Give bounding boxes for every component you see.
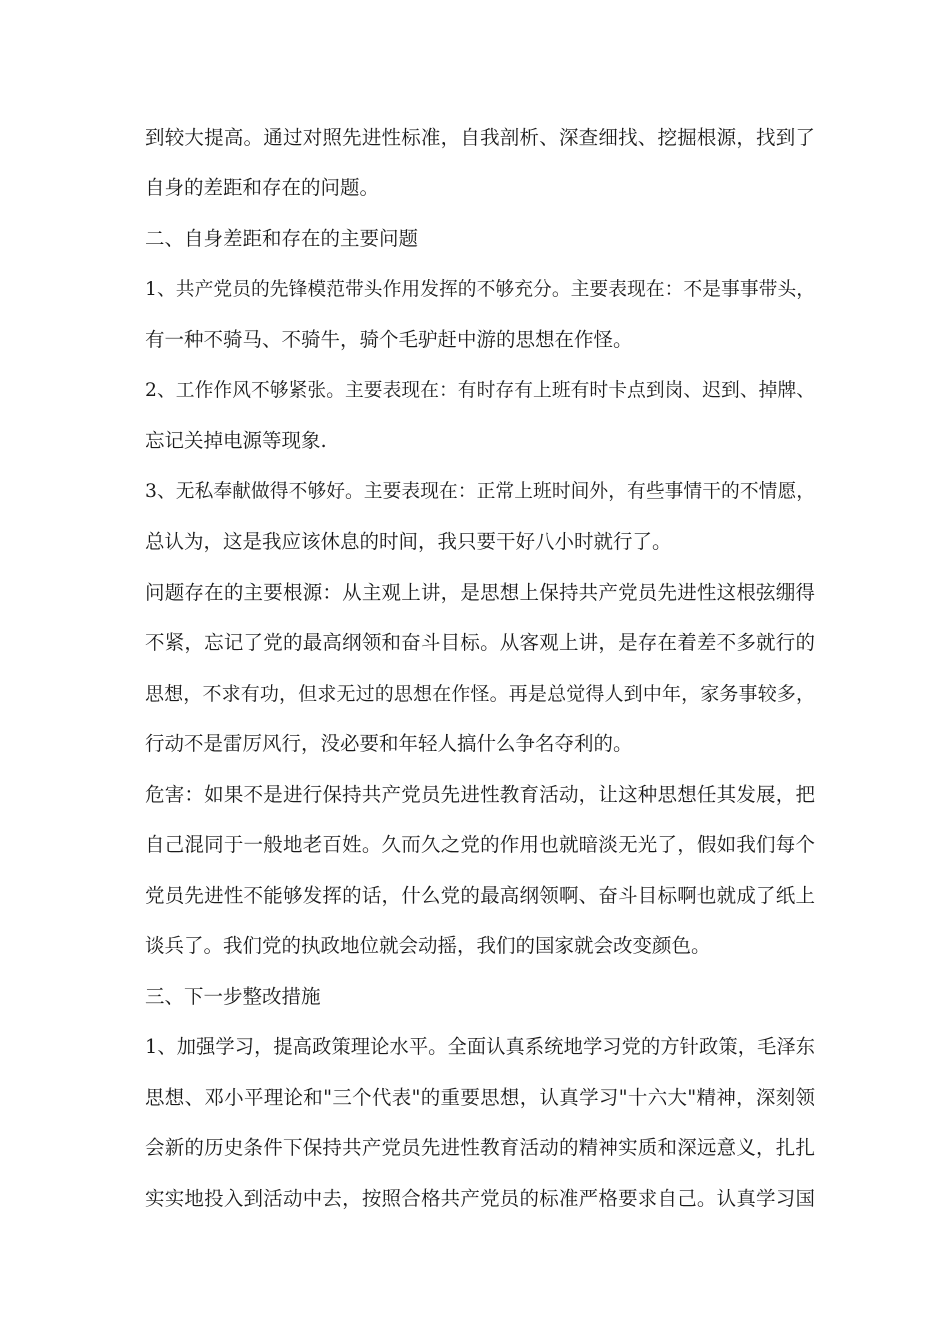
- body-text-line: 忘记关掉电源等现象.: [145, 429, 327, 452]
- body-text-line: 总认为，这是我应该休息的时间，我只要干好八小时就行了。: [145, 530, 672, 553]
- body-text-line: 不紧，忘记了党的最高纲领和奋斗目标。从客观上讲，是存在着差不多就行的: [145, 631, 815, 654]
- body-text-line: 党员先进性不能够发挥的话，什么党的最高纲领啊、奋斗目标啊也就成了纸上: [145, 884, 815, 907]
- body-text-line: 问题存在的主要根源：从主观上讲，是思想上保持共产党员先进性这根弦绷得: [145, 581, 815, 604]
- body-text-line: 1、加强学习，提高政策理论水平。全面认真系统地学习党的方针政策，毛泽东: [145, 1035, 815, 1058]
- body-text-line: 自己混同于一般地老百姓。久而久之党的作用也就暗淡无光了，假如我们每个: [145, 833, 815, 856]
- body-text-line: 思想、邓小平理论和"三个代表"的重要思想，认真学习"十六大"精神，深刻领: [145, 1086, 815, 1109]
- body-text-line: 实实地投入到活动中去，按照合格共产党员的标准严格要求自己。认真学习国: [145, 1187, 815, 1210]
- section-heading: 三、下一步整改措施: [145, 985, 321, 1008]
- body-text-line: 危害：如果不是进行保持共产党员先进性教育活动，让这种思想任其发展，把: [145, 783, 815, 806]
- body-text-line: 思想，不求有功，但求无过的思想在作怪。再是总觉得人到中年，家务事较多，: [145, 683, 815, 705]
- body-text-line: 行动不是雷厉风行，没必要和年轻人搞什么争名夺利的。: [145, 732, 633, 755]
- section-heading: 二、自身差距和存在的主要问题: [145, 227, 419, 250]
- body-text-line: 到较大提高。通过对照先进性标准，自我剖析、深查细找、挖掘根源，找到了: [145, 126, 815, 149]
- body-text-line: 3、无私奉献做得不够好。主要表现在：正常上班时间外，有些事情干的不情愿，: [145, 481, 815, 502]
- body-text-line: 2、工作作风不够紧张。主要表现在：有时存有上班有时卡点到岗、迟到、掉牌、: [145, 380, 815, 401]
- body-text-line: 1、共产党员的先锋模范带头作用发挥的不够充分。主要表现在：不是事事带头，: [145, 279, 815, 300]
- body-text-line: 自身的差距和存在的问题。: [145, 176, 380, 199]
- body-text-line: 会新的历史条件下保持共产党员先进性教育活动的精神实质和深远意义，扎扎: [145, 1136, 815, 1159]
- body-text-line: 有一种不骑马、不骑牛，骑个毛驴赶中游的思想在作怪。: [145, 328, 633, 351]
- body-text-line: 谈兵了。我们党的执政地位就会动摇，我们的国家就会改变颜色。: [145, 934, 711, 957]
